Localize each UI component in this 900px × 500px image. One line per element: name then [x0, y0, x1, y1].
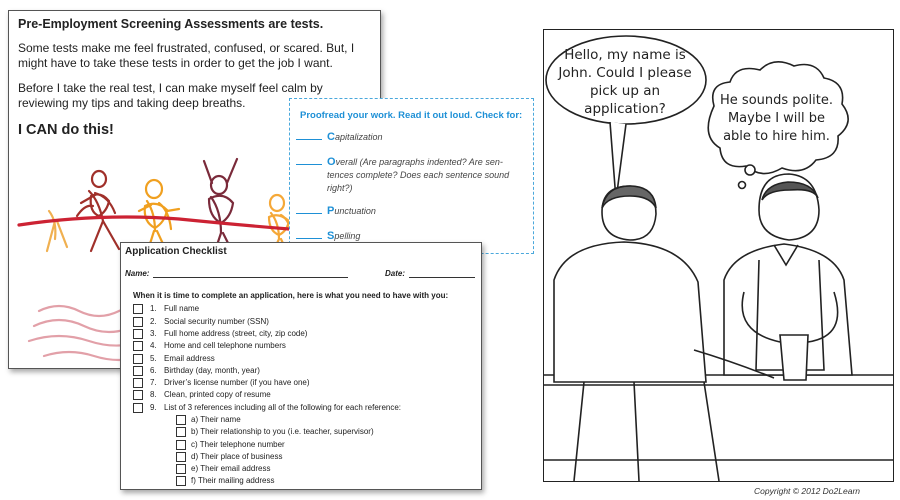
reference-subitem[interactable] [176, 427, 374, 439]
subitem-text: f) Their mailing address [191, 476, 275, 486]
checklist-intro: When it is time to complete an application, here is what you need to have with you: [133, 291, 449, 300]
item-number: 6. [150, 366, 157, 376]
checkbox[interactable] [176, 427, 186, 437]
checklist-item[interactable] [133, 378, 310, 390]
checklist-title: Application Checklist [125, 246, 227, 257]
item-number: 3. [150, 329, 157, 339]
item-text: Social security number (SSN) [164, 317, 269, 327]
letter: S [327, 230, 335, 242]
item-text: unctuation [334, 206, 376, 216]
item-text: Home and cell telephone numbers [164, 341, 286, 351]
checkbox[interactable] [133, 390, 143, 400]
speech-bubble-text: Hello, my name is John. Could I please pick up an application? [558, 47, 692, 117]
screening-paragraph-2: Before I take the real test, I can make myself feel calm by reviewing my tips and taking deep breaths. [18, 81, 323, 110]
proofread-item [296, 205, 376, 218]
checkbox[interactable] [133, 403, 143, 413]
checkbox[interactable] [133, 341, 143, 351]
name-label: Name: [125, 269, 150, 278]
checklist-item[interactable] [133, 390, 271, 402]
checkbox[interactable] [176, 476, 186, 486]
checkbox[interactable] [176, 464, 186, 474]
thought-bubble-text: He sounds polite. Maybe I will be able to hire him. [720, 93, 833, 144]
checkbox[interactable] [176, 452, 186, 462]
checkbox-blank[interactable] [296, 213, 322, 214]
date-label: Date: [385, 269, 406, 278]
reference-subitem[interactable] [176, 440, 285, 452]
item-text: List of 3 references including all of the following for each reference: [164, 403, 402, 413]
item-number: 2. [150, 317, 157, 327]
checkbox-blank[interactable] [296, 238, 322, 239]
proofread-item [296, 131, 382, 144]
checkbox[interactable] [133, 366, 143, 376]
item-text: verall (Are paragraphs indented? Are sen- [335, 157, 503, 167]
checkbox[interactable] [133, 354, 143, 364]
proofread-item-continued: tences complete? Does each sentence sound right?) [327, 170, 510, 193]
checklist-item[interactable] [133, 304, 199, 316]
i-can-do-this-text: I CAN do this! [18, 122, 114, 138]
application-checklist-card [120, 242, 482, 490]
checkbox[interactable] [133, 304, 143, 314]
checklist-item[interactable] [133, 317, 269, 329]
checklist-item[interactable] [133, 354, 215, 366]
item-text: Clean, printed copy of resume [164, 390, 271, 400]
item-number: 7. [150, 378, 157, 388]
item-number: 8. [150, 390, 157, 400]
subitem-text: c) Their telephone number [191, 440, 285, 450]
item-text: pelling [334, 231, 361, 241]
item-text: Birthday (day, month, year) [164, 366, 260, 376]
checklist-item[interactable] [133, 329, 307, 341]
copyright-text: Copyright © 2012 Do2Learn [754, 486, 860, 496]
letter: O [327, 156, 336, 168]
comic-panel [543, 29, 894, 482]
reference-subitem[interactable] [176, 452, 282, 464]
item-text: Full home address (street, city, zip code) [164, 329, 308, 339]
screening-title: Pre-Employment Screening Assessments are tests. [18, 17, 324, 31]
screening-paragraph-1: Some tests make me feel frustrated, confused, or scared. But, I might have to take these tests in order to get the job I want. [18, 41, 355, 70]
item-text: Driver’s license number (if you have one) [164, 378, 310, 388]
item-text: apitalization [334, 132, 383, 142]
checklist-item[interactable] [133, 366, 260, 378]
checkbox[interactable] [133, 329, 143, 339]
subitem-text: e) Their email address [191, 464, 271, 474]
checkbox[interactable] [133, 378, 143, 388]
item-text: Full name [164, 304, 200, 314]
letter: C [327, 131, 335, 143]
checkbox[interactable] [133, 317, 143, 327]
proofread-heading: Proofread your work. Read it out loud. Check for: [300, 110, 523, 121]
reference-subitem[interactable] [176, 415, 241, 427]
letter: P [327, 205, 335, 217]
date-field[interactable] [409, 277, 475, 278]
checkbox[interactable] [176, 415, 186, 425]
checklist-item[interactable] [133, 403, 401, 415]
subitem-text: a) Their name [191, 415, 241, 425]
subitem-text: d) Their place of business [191, 452, 283, 462]
checkbox[interactable] [176, 440, 186, 450]
reference-subitem[interactable] [176, 476, 274, 488]
item-number: 9. [150, 403, 157, 413]
checkbox-blank[interactable] [296, 139, 322, 140]
proofread-item [296, 156, 503, 169]
proofread-card [289, 98, 534, 254]
name-field[interactable] [153, 277, 348, 278]
item-number: 1. [150, 304, 157, 314]
item-number: 4. [150, 341, 157, 351]
item-number: 5. [150, 354, 157, 364]
item-text: Email address [164, 354, 215, 364]
subitem-text: b) Their relationship to you (i.e. teacher, supervisor) [191, 427, 374, 437]
reference-subitem[interactable] [176, 464, 270, 476]
checkbox-blank[interactable] [296, 164, 322, 165]
checklist-item[interactable] [133, 341, 286, 353]
